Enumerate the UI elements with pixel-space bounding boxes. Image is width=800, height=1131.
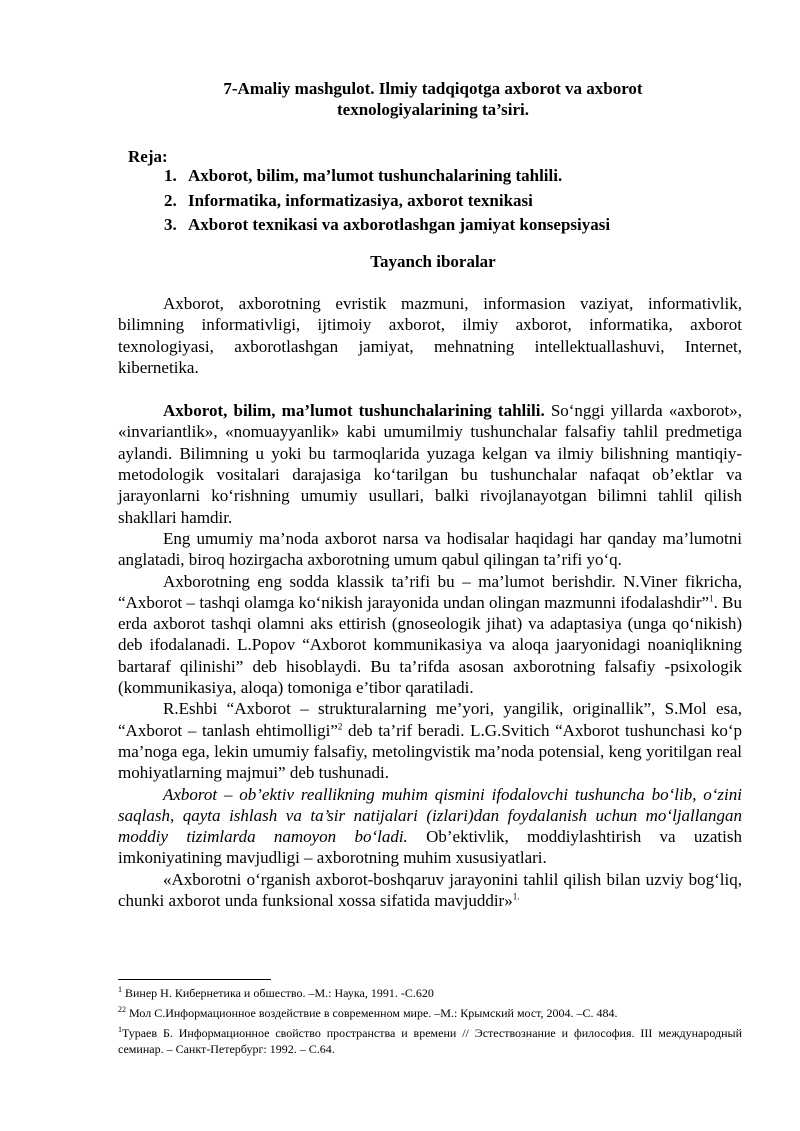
footnote-separator	[118, 979, 271, 980]
paragraph	[118, 869, 742, 912]
plan-item	[164, 213, 610, 238]
plan-item-number: 1.	[164, 166, 177, 185]
paragraph	[118, 571, 742, 699]
paragraph-text: «Axborotni o‘rganish axborot-boshqaruv jarayonini tahlil qilish bilan uzviy bog‘liq, chunki axborot unda funksional xossa sifatida mavjuddir»	[118, 869, 742, 911]
key-terms-paragraph: Axborot, axborotning evristik mazmuni, informasion vaziyat, informativlik, bilimning informativligi, ijtimoiy axborot, ilmiy axborot, informatika, axborot texnologiyasi, axborotlashgan jamiyat, mehnatning intellektuallashuvi, Internet, kibernetika.	[118, 294, 742, 377]
paragraph-text: deb ta’rif beradi. L.G.Svitich “Axborot tushunchasi ko‘p ma’noga ega, lekin umumiy falsafiy, metolingvistik ma’noda potensial, keng yoritilgan real mohiyatlarning majmui” deb tushunadi.	[118, 720, 743, 783]
footnote-text: Мол С.Информационное воздействие в современном мире. –М.: Крымский мост, 2004. –С. 484.	[126, 1006, 618, 1020]
footnote	[118, 1005, 742, 1021]
key-terms-heading: Tayanch iboralar	[370, 252, 496, 271]
paragraph	[118, 784, 742, 869]
paragraph-text: So‘nggi yillarda «axborot», «invariantlik», «nomuayyanlik» kabi umumilmiy tushunchalar falsafiy tahlil predmetiga aylandi. Bilimning u yoki bu tarmoqlarida yuzaga kelgan va ilmiy bilishning mantiqiy-metodologik vositalari darajasiga ko‘tarilgan bu tushunchalar nafaqat ob’ektlar va jarayonlarni ko‘rishning umumiy usullari, balki rivojlanayotgan bilimni tahlil qilish shakllari hamdir.	[118, 401, 742, 527]
footnotes	[118, 985, 742, 1061]
paragraph	[118, 400, 742, 528]
footnote-ref: 2	[337, 720, 343, 731]
paragraph-text: Axborotning eng sodda klassik ta’rifi bu – ma’lumot berishdir. N.Viner fikricha, “Axborot – tashqi olamga ko‘nikish jarayonida undan olingan mazmunni ifodalashdir”	[118, 571, 742, 612]
footnote-mark: 1	[118, 985, 122, 994]
section-heading: Axborot, bilim, ma’lumot tushunchalarining tahlili.	[163, 401, 545, 421]
title-line-2: texnologiyalarining ta’siri.	[336, 100, 530, 119]
footnote	[118, 1025, 742, 1057]
plan-item	[164, 164, 610, 189]
paragraph-text: Ob’ektivlik, moddiylashtirish va uzatish imkoniyatining mavjudligi – axborotning muhim xususiyatlari.	[118, 827, 742, 868]
plan-item	[164, 189, 610, 214]
footnote-text: Тураев Б. Информационное свойство пространства и времени // Эстествознание и философия. III международный семинар. – Санкт-Петербург: 1992. – С.64.	[118, 1026, 742, 1056]
plan-item-text: Axborot, bilim, ma’lumot tushunchalarining tahlili.	[188, 166, 563, 185]
footnote-ref: 1.	[512, 891, 520, 902]
footnote	[118, 985, 742, 1001]
plan-item-text: Axborot texnikasi va axborotlashgan jamiyat konsepsiyasi	[188, 215, 611, 234]
title-line-1: 7-Amaliy mashgulot. Ilmiy tadqiqotga axborot va axborot	[223, 79, 643, 98]
plan-item-text: Informatika, informatizasiya, axborot texnikasi	[188, 190, 533, 210]
main-text	[118, 293, 742, 911]
page-title	[118, 78, 748, 120]
footnote-mark: 1	[118, 1025, 122, 1034]
plan-list	[164, 164, 610, 238]
paragraph-text: . Bu erda axborot tashqi olamni aks ettirish (gnoseologik jihat) va adaptasiya (unga qo‘nikish) deb ifodalanadi. L.Popov “Axborot kommunikasiya va aloqa jaaryonidagi noaniqlikning bartaraf qilinishi” deb hisoblaydi. Bu ta’rifda asosan axborotning falsafiy -psixologik (kommunikasiya, aloqa) tomoniga e’tibor qaratiladi.	[118, 592, 743, 698]
paragraph	[118, 698, 742, 783]
plan-item-number: 3.	[164, 215, 177, 234]
footnote-mark: 22	[118, 1005, 126, 1014]
plan-item-number: 2.	[164, 190, 177, 210]
plan-label: Reja:	[128, 147, 168, 166]
paragraph-text: R.Eshbi “Axborot – strukturalarning me’yori, yangilik, originallik”, S.Mol esa, “Axborot – tanlash ehtimolligi”	[118, 699, 742, 740]
footnote-text: Винер Н. Кибернетика и обшество. –М.: Наука, 1991. -С.620	[122, 986, 434, 1000]
definition-text: Axborot – ob’ektiv reallikning muhim qismini ifodalovchi tushuncha bo‘lib, o‘zini saqlash, qayta ishlash va ta’sir natijalari (izlari)dan foydalanish uchun mo‘ljallangan moddiy tizimlarda namoyon bo‘ladi.	[118, 784, 742, 847]
paragraph: Eng umumiy ma’noda axborot narsa va hodisalar haqidagi har qanday ma’lumotni anglatadi, biroq hozirgacha axborotning umum qabul qilingan ta’rifi yo‘q.	[118, 528, 742, 570]
spacer	[118, 378, 742, 400]
footnote-ref: 1	[709, 593, 714, 604]
